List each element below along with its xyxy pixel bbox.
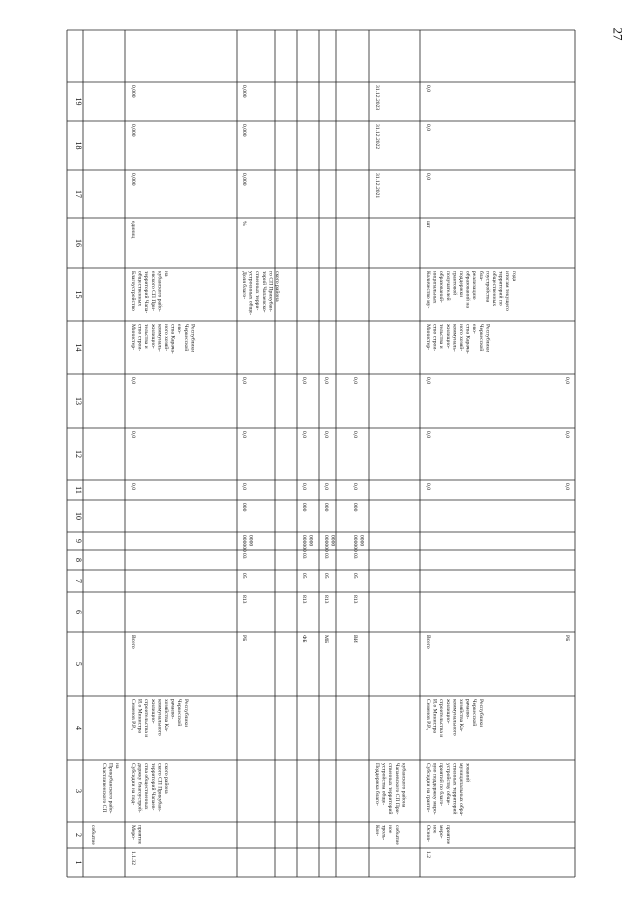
pr-code <box>241 553 247 559</box>
svg-text:приятие: приятие <box>444 825 451 845</box>
indicator-value <box>425 124 431 131</box>
svg-text:0,0: 0,0 <box>241 483 247 490</box>
svg-text:тельства и: тельства и <box>143 324 150 349</box>
svg-text:ственных территорий: ственных территорий <box>451 763 458 815</box>
svg-text:813: 813 <box>301 595 307 604</box>
svg-text:%: % <box>241 221 247 226</box>
column-number <box>74 726 83 730</box>
svg-text:0,000: 0,000 <box>241 173 247 186</box>
svg-text:Черкесской: Черкесской <box>477 324 484 352</box>
svg-text:строительства и: строительства и <box>438 699 445 738</box>
svg-text:000000: 000000 <box>241 535 247 552</box>
funding-source <box>323 635 329 643</box>
svg-text:на: на <box>163 271 169 277</box>
svg-text:Счастливенского СП: Счастливенского СП <box>101 763 107 813</box>
svg-text:0,0: 0,0 <box>323 431 329 438</box>
svg-text:Меро-: Меро- <box>130 825 136 840</box>
svg-text:ФБ: ФБ <box>301 635 307 643</box>
svg-text:0,0: 0,0 <box>425 483 431 490</box>
svg-text:гоустройства: гоустройства <box>484 271 491 303</box>
svg-text:1.2: 1.2 <box>425 851 431 858</box>
rz-code <box>241 573 247 579</box>
svg-text:грантовой: грантовой <box>451 271 458 296</box>
rz-code <box>352 573 358 579</box>
column-number <box>74 539 83 543</box>
svg-text:коммуналь-: коммуналь- <box>156 324 163 352</box>
svg-text:зований: зований <box>464 763 471 783</box>
control-date <box>374 85 380 110</box>
svg-text:поддержки: поддержки <box>458 271 464 298</box>
svg-text:0,0: 0,0 <box>241 377 247 384</box>
svg-text:устройства обще-: устройства обще- <box>380 763 387 806</box>
svg-text:0000: 0000 <box>307 535 314 547</box>
svg-text:3: 3 <box>74 789 83 793</box>
executor <box>425 698 485 737</box>
svg-text:31.12.2023: 31.12.2023 <box>374 85 380 111</box>
svg-text:кубанского райо-: кубанского райо- <box>156 271 163 312</box>
funding-total-value <box>425 377 431 384</box>
pr-code <box>352 553 358 559</box>
column-number <box>74 512 83 520</box>
event-name <box>130 763 170 813</box>
funding-value <box>564 431 570 438</box>
funding-value <box>301 431 307 438</box>
svg-text:19: 19 <box>74 97 83 106</box>
svg-text:0,0: 0,0 <box>564 483 570 490</box>
control-name <box>374 763 407 815</box>
indicator-value <box>425 85 431 92</box>
svg-text:на: на <box>114 763 121 769</box>
grbs-code <box>352 595 358 604</box>
svg-text:0000: 0000 <box>329 535 336 547</box>
funding-value <box>323 431 329 438</box>
funding-value <box>323 483 329 490</box>
svg-text:Семенов Р.Р.,: Семенов Р.Р., <box>425 699 431 731</box>
svg-text:0,000: 0,000 <box>130 124 136 137</box>
svg-text:Чапаевского СП При-: Чапаевского СП При- <box>393 763 400 815</box>
svg-text:событие: событие <box>393 825 400 845</box>
svg-text:16: 16 <box>74 239 83 247</box>
svg-text:03: 03 <box>352 553 358 559</box>
svg-text:813: 813 <box>352 595 358 604</box>
svg-text:Республики: Республики <box>484 324 491 353</box>
csr-code <box>323 535 336 552</box>
svg-text:000: 000 <box>241 503 247 512</box>
page-number: 27 <box>610 27 626 41</box>
column-number <box>74 789 83 793</box>
svg-text:31.12.2022: 31.12.2022 <box>374 124 380 150</box>
svg-text:8: 8 <box>74 558 83 562</box>
svg-text:территорий Чапа-: территорий Чапа- <box>143 271 150 314</box>
funding-total-value <box>425 431 431 438</box>
svg-text:10: 10 <box>74 512 83 520</box>
svg-text:0,0: 0,0 <box>352 431 358 438</box>
indicator-value <box>425 173 431 180</box>
svg-text:18: 18 <box>74 141 83 150</box>
svg-text:0,0: 0,0 <box>130 377 136 384</box>
svg-text:ное: ное <box>431 825 438 834</box>
svg-text:торий Чапаевско-: торий Чапаевско- <box>260 271 267 313</box>
svg-text:Субсидии на гранто-: Субсидии на гранто- <box>425 763 431 813</box>
svg-text:держку благоустрой-: держку благоустрой- <box>136 763 143 813</box>
svg-text:Черкесской: Черкесской <box>182 324 189 352</box>
executor <box>130 698 190 737</box>
svg-text:ного хозяй-: ного хозяй- <box>163 324 169 352</box>
svg-text:Прикубанского райо-: Прикубанского райо- <box>107 763 114 814</box>
svg-text:тельства и: тельства и <box>438 324 445 349</box>
svg-text:МБ: МБ <box>323 635 329 644</box>
funding-value <box>352 431 358 438</box>
svg-text:Кон-: Кон- <box>374 825 380 837</box>
pr-code <box>301 553 307 559</box>
csr-code <box>241 535 254 552</box>
funding-total-label <box>130 635 136 649</box>
svg-text:РБ: РБ <box>564 635 570 642</box>
svg-text:общественных: общественных <box>136 271 143 307</box>
svg-text:хозяйства Ка-: хозяйства Ка- <box>458 699 464 732</box>
svg-text:03: 03 <box>323 553 329 559</box>
funding-source <box>241 635 247 641</box>
svg-text:2: 2 <box>74 833 83 837</box>
svg-text:ево-: ево- <box>471 324 478 334</box>
indicator-unit <box>425 221 431 228</box>
svg-text:жилищно-: жилищно- <box>444 699 451 724</box>
svg-text:ственных территорий: ственных территорий <box>387 763 394 815</box>
svg-text:0,000: 0,000 <box>130 173 136 186</box>
svg-text:0,0: 0,0 <box>301 377 307 384</box>
svg-text:Республики: Республики <box>189 324 196 353</box>
svg-text:ственных терри-: ственных терри- <box>254 271 261 311</box>
svg-text:Количество му-: Количество му- <box>425 271 431 309</box>
svg-text:образований-: образований- <box>438 271 445 303</box>
svg-text:1: 1 <box>74 860 83 865</box>
svg-text:13: 13 <box>74 397 83 405</box>
column-number <box>74 486 83 494</box>
svg-text:образований на: образований на <box>464 271 471 308</box>
svg-text:шт: шт <box>425 221 431 228</box>
continued-type <box>90 825 97 845</box>
svg-text:31.12.2021: 31.12.2021 <box>374 173 380 199</box>
vr-code <box>241 503 247 512</box>
svg-text:ского района: ского района <box>163 763 169 794</box>
funding-source <box>301 635 307 643</box>
svg-text:евского СП При-: евского СП При- <box>149 271 156 312</box>
svg-text:строительства и: строительства и <box>143 699 150 738</box>
svg-text:03: 03 <box>301 553 307 559</box>
svg-text:05: 05 <box>323 573 329 579</box>
svg-text:05: 05 <box>241 573 247 579</box>
indicator-value <box>241 124 247 137</box>
svg-text:событие: событие <box>90 825 96 845</box>
svg-text:приятие: приятие <box>136 825 143 845</box>
funding-total-value <box>425 483 431 490</box>
svg-text:0,0: 0,0 <box>352 377 358 384</box>
svg-text:0,0: 0,0 <box>564 431 570 438</box>
indicator-unit <box>241 221 247 226</box>
svg-text:коммуналь-: коммуналь- <box>451 324 458 352</box>
svg-text:0,0: 0,0 <box>241 431 247 438</box>
svg-text:11: 11 <box>74 486 83 494</box>
svg-text:Всего: Всего <box>425 635 431 649</box>
rz-code <box>301 573 307 579</box>
column-number <box>74 833 83 837</box>
svg-text:05: 05 <box>352 573 358 579</box>
svg-text:рачаево-: рачаево- <box>169 699 176 720</box>
funding-value <box>323 377 329 384</box>
row-number <box>425 851 431 858</box>
rz-code <box>323 573 329 579</box>
svg-text:ского района: ского района <box>274 271 280 302</box>
funding-total-value <box>130 483 136 490</box>
funding-value <box>241 377 247 384</box>
svg-text:ево-: ево- <box>176 324 183 334</box>
svg-text:0,0: 0,0 <box>301 483 307 490</box>
indicator-value <box>130 173 136 186</box>
grbs-code <box>301 595 307 604</box>
event-name <box>425 763 472 816</box>
svg-text:вую поддержку меро-: вую поддержку меро- <box>431 763 438 815</box>
continued-name <box>101 763 120 814</box>
csr-code <box>301 535 314 552</box>
vr-code <box>323 503 329 512</box>
funding-value <box>301 377 307 384</box>
svg-text:0,0: 0,0 <box>323 483 329 490</box>
svg-text:Министер-: Министер- <box>130 324 136 351</box>
svg-text:рачаево-: рачаево- <box>464 699 471 720</box>
column-number <box>74 450 83 458</box>
svg-text:000: 000 <box>352 503 358 512</box>
svg-text:0,0: 0,0 <box>425 377 431 384</box>
funding-value <box>301 483 307 490</box>
svg-text:Благоустройство: Благоустройство <box>130 271 136 311</box>
svg-text:813: 813 <box>323 595 329 604</box>
svg-text:0,0: 0,0 <box>425 124 431 131</box>
svg-text:приятий по благо-: приятий по благо- <box>438 763 445 807</box>
svg-text:0,0: 0,0 <box>425 173 431 180</box>
column-number <box>74 558 83 562</box>
svg-text:ного хозяй-: ного хозяй- <box>458 324 464 352</box>
svg-text:000: 000 <box>323 503 329 512</box>
svg-text:0,000: 0,000 <box>130 85 136 98</box>
indicator-value <box>130 85 136 98</box>
svg-text:Черкесской: Черкесской <box>471 699 478 727</box>
svg-text:Черкесской: Черкесской <box>176 699 183 727</box>
svg-text:РБ: РБ <box>241 635 247 642</box>
svg-text:жилищно-: жилищно- <box>149 699 156 724</box>
svg-text:0,0: 0,0 <box>425 431 431 438</box>
svg-text:Республики: Республики <box>182 699 189 728</box>
ministry <box>130 323 196 354</box>
funding-value <box>241 483 247 490</box>
svg-text:Республики: Республики <box>477 699 484 728</box>
svg-text:12: 12 <box>74 450 83 458</box>
svg-text:кубанского района: кубанского района <box>400 763 407 808</box>
svg-text:14: 14 <box>74 343 83 352</box>
svg-text:получателей: получателей <box>444 271 451 301</box>
svg-text:0,000: 0,000 <box>241 124 247 137</box>
svg-text:0,0: 0,0 <box>564 377 570 384</box>
indicator <box>425 271 517 311</box>
svg-text:жилищно-: жилищно- <box>149 324 156 349</box>
column-number <box>74 579 83 583</box>
grbs-code <box>241 595 247 604</box>
svg-text:ство строи-: ство строи- <box>136 324 143 352</box>
svg-text:ВИ: ВИ <box>352 635 358 643</box>
svg-text:ства общественных: ства общественных <box>143 763 150 810</box>
svg-text:хозяйства Ка-: хозяйства Ка- <box>163 699 169 732</box>
control-date <box>374 124 380 149</box>
svg-text:бла-: бла- <box>477 271 484 281</box>
svg-text:17: 17 <box>74 190 83 198</box>
svg-text:05: 05 <box>301 573 307 579</box>
svg-text:000: 000 <box>301 503 307 512</box>
svg-text:6: 6 <box>74 610 83 614</box>
svg-text:7: 7 <box>74 579 83 583</box>
svg-text:муниципальных обра-: муниципальных обра- <box>458 763 464 816</box>
svg-text:жилищно-: жилищно- <box>444 324 451 349</box>
svg-text:Доля благо-: Доля благо- <box>241 271 247 300</box>
vr-code <box>301 503 307 512</box>
funding-total-value <box>130 377 136 384</box>
svg-text:троль-: троль- <box>380 825 387 841</box>
svg-text:4: 4 <box>74 726 83 730</box>
svg-text:ства Карача-: ства Карача- <box>169 324 176 354</box>
svg-text:Субсидии на под-: Субсидии на под- <box>130 763 136 806</box>
indicator-unit <box>130 221 136 238</box>
svg-text:0,0: 0,0 <box>352 483 358 490</box>
ministry <box>425 323 491 354</box>
svg-text:0,0: 0,0 <box>425 85 431 92</box>
svg-text:территорий Чапаев-: территорий Чапаев- <box>149 763 156 811</box>
indicator-value <box>241 85 247 98</box>
svg-text:меро-: меро- <box>438 825 445 839</box>
svg-text:ство строи-: ство строи- <box>431 324 438 352</box>
column-number <box>74 142 83 150</box>
column-number <box>74 662 83 666</box>
funding-total-value <box>130 431 136 438</box>
svg-text:9: 9 <box>74 539 83 543</box>
column-number <box>74 344 83 352</box>
svg-text:го СП Прикубан-: го СП Прикубан- <box>267 271 274 312</box>
svg-text:813: 813 <box>241 595 247 604</box>
column-number <box>74 98 83 106</box>
control-date <box>374 173 380 198</box>
indicator <box>130 271 169 313</box>
svg-text:ниципальных: ниципальных <box>431 271 438 304</box>
svg-text:ное: ное <box>387 825 394 834</box>
funding-value <box>352 483 358 490</box>
svg-text:1.1.32: 1.1.32 <box>130 851 136 865</box>
svg-text:0,000: 0,000 <box>241 85 247 98</box>
svg-text:0,0: 0,0 <box>130 483 136 490</box>
column-number <box>74 861 83 865</box>
indicator-value <box>130 124 136 137</box>
svg-text:года: года <box>510 271 517 282</box>
svg-text:000000: 000000 <box>323 535 329 552</box>
column-number <box>74 190 83 198</box>
vr-code <box>352 503 358 512</box>
column-number <box>74 291 83 299</box>
svg-text:Всего: Всего <box>130 635 136 649</box>
svg-text:устройству обще-: устройству обще- <box>444 763 451 806</box>
svg-text:ского СП Прикубан-: ского СП Прикубан- <box>156 763 163 812</box>
svg-text:коммунального: коммунального <box>156 699 163 736</box>
svg-text:ства Карача-: ства Карача- <box>464 324 471 354</box>
row-number <box>130 851 136 865</box>
funding-value <box>241 431 247 438</box>
svg-text:Основ-: Основ- <box>425 825 431 842</box>
pr-code <box>323 553 329 559</box>
funding-total-label <box>425 635 431 649</box>
svg-text:Министер-: Министер- <box>425 324 431 351</box>
svg-text:03: 03 <box>241 553 247 559</box>
svg-text:000000: 000000 <box>301 535 307 552</box>
svg-text:0,0: 0,0 <box>130 431 136 438</box>
funding-value <box>352 377 358 384</box>
svg-text:15: 15 <box>74 290 83 299</box>
funding-value <box>564 377 570 384</box>
svg-text:итогам текущего: итогам текущего <box>504 271 511 311</box>
svg-text:коммунального: коммунального <box>451 699 458 736</box>
svg-text:И.о Министра: И.о Министра <box>431 699 438 733</box>
column-number <box>74 610 83 614</box>
svg-text:единиц: единиц <box>130 221 136 239</box>
svg-text:И.о Министра: И.о Министра <box>136 699 143 733</box>
svg-text:0000: 0000 <box>247 535 254 547</box>
svg-text:0,0: 0,0 <box>323 377 329 384</box>
control-type <box>374 825 401 845</box>
column-number <box>74 397 83 405</box>
svg-text:реализацию: реализацию <box>471 271 478 300</box>
svg-text:5: 5 <box>74 662 83 666</box>
svg-text:общественных: общественных <box>491 271 497 307</box>
svg-text:Поддержка благо-: Поддержка благо- <box>374 763 380 806</box>
csr-code <box>352 535 365 552</box>
svg-text:0000: 0000 <box>358 535 365 547</box>
svg-text:устроенных обще-: устроенных обще- <box>247 271 254 316</box>
svg-text:территорий по: территорий по <box>497 271 504 306</box>
funding-value <box>564 483 570 490</box>
column-number <box>74 239 83 247</box>
event-type <box>425 825 451 845</box>
svg-text:Семенов Р.Р.,: Семенов Р.Р., <box>130 699 136 731</box>
indicator-value <box>241 173 247 186</box>
svg-text:000000: 000000 <box>352 535 358 552</box>
grbs-code <box>323 595 329 604</box>
funding-source <box>564 635 570 641</box>
funding-source <box>352 635 358 643</box>
event-type <box>130 825 143 845</box>
svg-text:0,0: 0,0 <box>301 431 307 438</box>
